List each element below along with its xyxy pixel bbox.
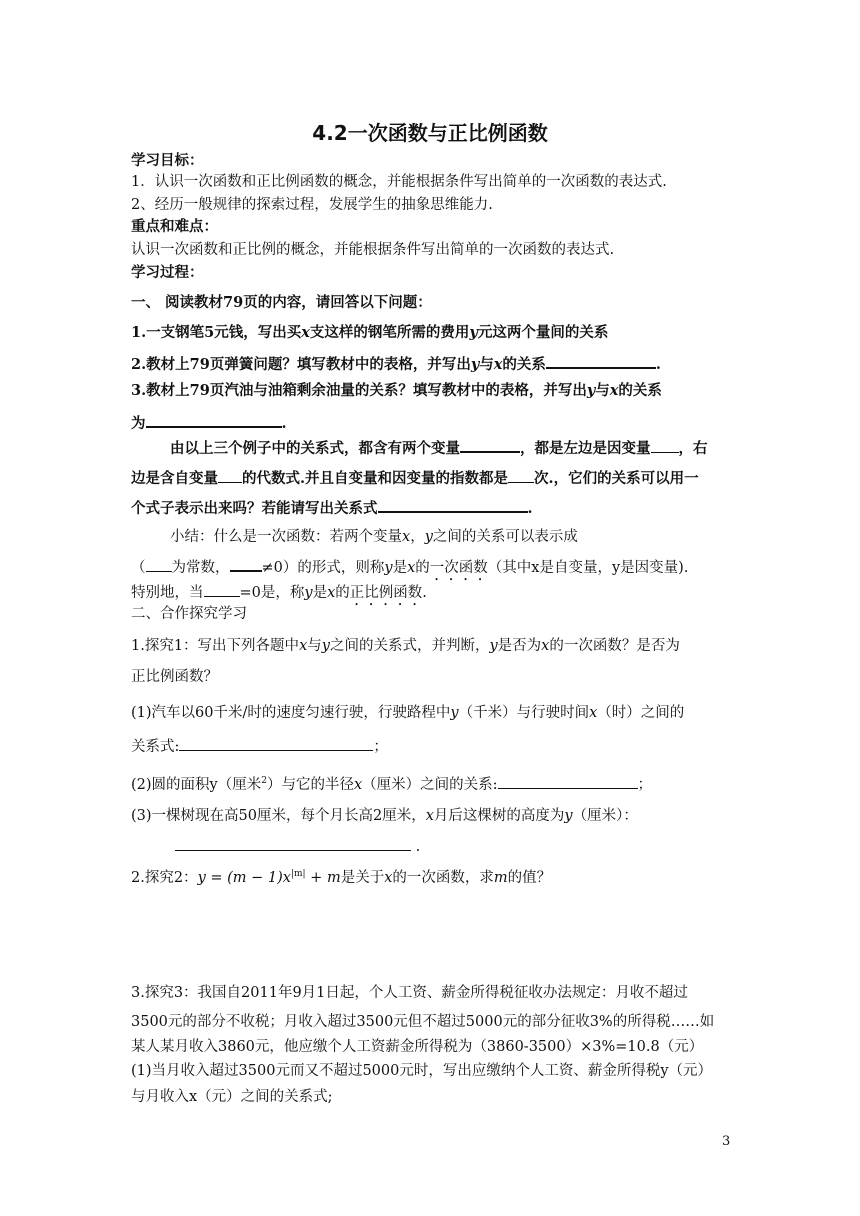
part1-question-3 xyxy=(131,381,800,401)
var-x: x xyxy=(353,776,363,793)
objective-item-2: 2、经历一般规律的探索过程，发展学生的抽象思维能力. xyxy=(131,197,493,213)
part1-question-1 xyxy=(131,323,800,343)
var-x: x xyxy=(384,869,393,886)
part1-heading: 一、 阅读教材79页的内容，请回答以下问题： xyxy=(131,294,432,311)
text: 之间的关系可以表示成 xyxy=(432,529,578,545)
text: 的一次函数，求 xyxy=(392,869,494,886)
answer-blank[interactable] xyxy=(651,438,679,453)
text: 是 xyxy=(392,560,408,576)
text: 的代数式.并且自变量和因变量的指数都是 xyxy=(242,470,509,487)
text: （其中x是自变量，y是因变量). xyxy=(487,560,689,576)
answer-blank[interactable] xyxy=(460,437,520,453)
var-x: x xyxy=(493,356,503,373)
text: (2)圆的面积y（厘米 xyxy=(131,776,262,793)
text: 与 xyxy=(595,382,610,399)
part2-heading: 二、合作探究学习 xyxy=(131,606,247,622)
var-x: x xyxy=(402,529,411,545)
text: (3)一棵树现在高50厘米，每个月长高2厘米， xyxy=(131,808,426,824)
answer-blank[interactable] xyxy=(175,836,411,851)
text: 特别地，当 xyxy=(131,585,204,601)
text: 元这两个量间的关系 xyxy=(477,324,609,341)
answer-blank[interactable] xyxy=(546,353,656,369)
text: 1.一支钢笔5元钱，写出买 xyxy=(131,324,302,341)
summary-line-1 xyxy=(170,527,800,547)
text: （厘米）之间的关系: xyxy=(362,776,498,793)
paragraph-line-1 xyxy=(170,437,800,459)
text: 支这样的钢笔所需的费用 xyxy=(309,324,470,341)
page-title: 4.2一次函数与正比例函数 xyxy=(312,121,548,145)
var-y: y xyxy=(586,382,596,399)
var-x: x xyxy=(327,585,336,601)
page-number: 3 xyxy=(722,1134,731,1149)
text: 是 xyxy=(312,585,328,601)
formula: + m xyxy=(305,869,341,886)
text: （ xyxy=(131,560,146,576)
var-x: x xyxy=(425,808,434,824)
answer-blank[interactable] xyxy=(378,497,528,513)
text: 是否为 xyxy=(497,638,542,654)
process-heading: 学习过程： xyxy=(131,264,204,281)
objective-item-1: 1．认识一次函数和正比例函数的概念，并能根据条件写出简单的一次函数的表达式. xyxy=(131,174,667,190)
text: 2.探究2： xyxy=(131,869,198,886)
key-points-heading: 重点和难点： xyxy=(131,218,218,235)
text: 为常数， xyxy=(171,560,230,576)
var-x: x xyxy=(299,638,308,654)
answer-blank[interactable] xyxy=(146,557,172,572)
text: 的值？ xyxy=(507,869,552,886)
var-y: y xyxy=(489,638,498,654)
objectives-heading: 学习目标： xyxy=(131,152,204,169)
summary-line-2 xyxy=(131,556,800,584)
part1-question-2: 2.教材上79页弹簧问题？填写教材中的表格，并写出y与x的关系 . xyxy=(131,353,800,375)
var-x: x xyxy=(589,705,598,721)
var-y: y xyxy=(424,529,433,545)
text: =0是，称 xyxy=(239,585,305,601)
text: . xyxy=(415,839,421,855)
text: ， xyxy=(410,529,425,545)
text: 3.教材上79页汽油与油箱剩余油量的关系？填写教材中的表格，并写出 xyxy=(131,382,587,399)
explore-1-q3 xyxy=(131,806,800,826)
text: 为 xyxy=(131,415,146,432)
text: 的 xyxy=(335,585,350,601)
explore-1-cont: 正比例函数？ xyxy=(131,669,218,685)
text: ； xyxy=(373,739,388,755)
var-x: x xyxy=(301,324,310,341)
explore-1-q2 xyxy=(131,771,800,795)
var-m: m xyxy=(493,869,508,886)
text: ，右 xyxy=(678,440,708,457)
explore-1-q3-cont xyxy=(175,836,800,857)
explore-1-q1-cont xyxy=(131,736,800,757)
text: 的关系 xyxy=(618,382,662,399)
part1-question-3-cont: 为 . xyxy=(131,412,800,434)
text: （千米）与行驶时间 xyxy=(458,705,590,721)
text: . xyxy=(422,585,427,601)
paragraph-line-3: 个式子表示出来吗？若能请写出关系式 . xyxy=(131,497,800,519)
var-y: y xyxy=(564,808,573,824)
term-proportional-function: 正比例函数 xyxy=(349,585,423,601)
text: 的关系 xyxy=(502,356,546,373)
text: ≠0）的形式，则称 xyxy=(261,560,385,576)
text: 2.教材上79页弹簧问题？填写教材中的表格，并写出 xyxy=(131,356,471,373)
var-y: y xyxy=(304,585,313,601)
text: ； xyxy=(637,776,653,793)
var-x: x xyxy=(609,382,619,399)
answer-blank[interactable] xyxy=(498,774,638,789)
answer-blank[interactable] xyxy=(179,736,373,751)
var-x: x xyxy=(541,638,550,654)
text: （时）之间的 xyxy=(597,705,685,721)
formula-exponent: |m| xyxy=(290,869,306,879)
text: 月后这棵树的高度为 xyxy=(433,808,565,824)
text: （厘米）： xyxy=(572,808,638,824)
text: 关系式: xyxy=(131,739,180,755)
var-x: x xyxy=(407,560,416,576)
formula: y = (m − 1)x xyxy=(197,869,291,886)
text: 的 xyxy=(415,560,430,576)
text: 次.，它们的关系可以用一 xyxy=(534,470,699,487)
explore-3-line-2: 3500元的部分不收税；月收入超过3500元但不超过5000元的部分征收3%的所得税……如 xyxy=(131,1014,715,1030)
text: ）与它的半径 xyxy=(266,776,354,793)
text: 与 xyxy=(479,356,494,373)
text: 1.探究1：写出下列各题中 xyxy=(131,638,300,654)
answer-blank[interactable] xyxy=(230,556,262,572)
key-points-text: 认识一次函数和正比例的概念，并能根据条件写出简单的一次函数的表达式. xyxy=(131,242,615,258)
text: ，都是左边是因变量 xyxy=(520,440,651,457)
var-y: y xyxy=(469,324,478,341)
paragraph-line-2 xyxy=(131,468,800,489)
text: 小结：什么是一次函数：若两个变量 xyxy=(170,529,402,545)
text: (1)汽车以60千米/时的速度匀速行驶，行驶路程中 xyxy=(131,705,451,721)
answer-blank[interactable] xyxy=(508,468,534,483)
var-y: y xyxy=(450,705,459,721)
superscript: 2 xyxy=(261,776,267,786)
explore-3-line-3: 某人某月收入3860元，他应缴个人工资薪金所得税为（3860-3500）×3%=10.8（元） xyxy=(131,1039,704,1055)
explore-2 xyxy=(131,864,800,888)
term-linear-function: 一次函数 xyxy=(429,560,488,576)
explore-3-line-5: 与月收入x（元）之间的关系式; xyxy=(131,1089,333,1105)
var-y: y xyxy=(384,560,393,576)
text: 是关于 xyxy=(340,869,385,886)
explore-1 xyxy=(131,636,800,656)
text: 个式子表示出来吗？若能请写出关系式 xyxy=(131,500,378,517)
answer-blank[interactable] xyxy=(204,582,240,597)
var-y: y xyxy=(321,638,330,654)
answer-blank[interactable] xyxy=(146,412,282,428)
text: 的一次函数？是否为 xyxy=(549,638,680,654)
var-y: y xyxy=(470,356,480,373)
text: 边是含自变量 xyxy=(131,470,218,487)
answer-blank[interactable] xyxy=(218,468,242,483)
text: 由以上三个例子中的关系式，都含有两个变量 xyxy=(170,440,460,457)
text: 之间的关系式，并判断， xyxy=(329,638,490,654)
explore-1-q1 xyxy=(131,703,800,723)
text: 与 xyxy=(307,638,322,654)
explore-3-line-4: (1)当月收入超过3500元而又不超过5000元时，写出应缴纳个人工资、薪金所得税y（元） xyxy=(131,1063,713,1079)
explore-3-line-1: 3.探究3：我国自2011年9月1日起，个人工资、薪金所得税征收办法规定：月收不超过 xyxy=(131,985,688,1001)
